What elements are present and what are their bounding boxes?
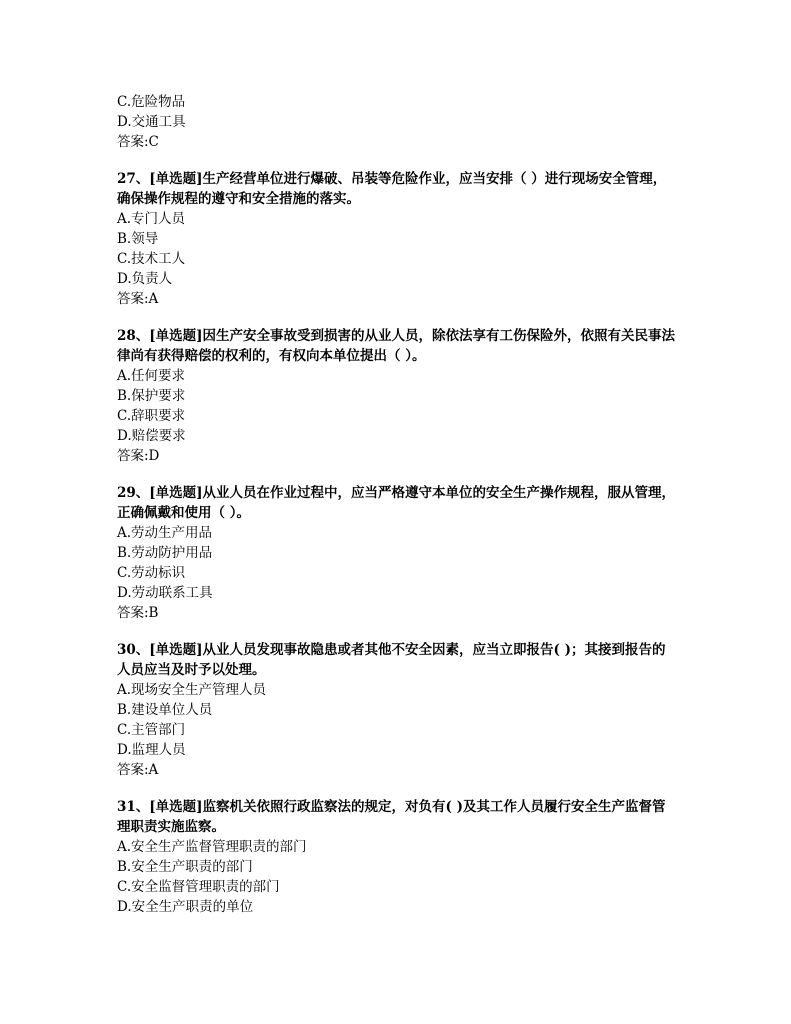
option-b: B.保护要求 — [117, 388, 186, 404]
answer: 答案:A — [117, 762, 159, 778]
option-c: C.安全监督管理职责的部门 — [117, 879, 280, 895]
answer: 答案:B — [117, 605, 159, 621]
answer: 答案:C — [117, 134, 159, 150]
option-c: C.辞职要求 — [117, 408, 186, 424]
option-c: C.危险物品 — [117, 94, 186, 110]
option-c: C.劳动标识 — [117, 565, 186, 581]
answer: 答案:D — [117, 448, 160, 464]
question-text: 31、[单选题]监察机关依照行政监察法的规定，对负有( )及其工作人员履行安全生产监督管理职责实施监察。 — [117, 799, 666, 835]
question-30 — [117, 640, 677, 780]
question-text: 30、[单选题]从业人员发现事故隐患或者其他不安全因素，应当立即报告( )；其接到报告的人员应当及时予以处理。 — [117, 642, 666, 678]
question-27 — [117, 169, 677, 309]
question-26-tail — [117, 92, 677, 152]
option-a: A.现场安全生产管理人员 — [117, 682, 267, 698]
option-d: D.劳动联系工具 — [117, 585, 213, 601]
option-a: A.安全生产监督管理职责的部门 — [117, 839, 307, 855]
document-page — [117, 92, 677, 917]
option-c: C.主管部门 — [117, 722, 186, 738]
question-28 — [117, 326, 677, 466]
option-c: C.技术工人 — [117, 251, 186, 267]
option-d: D.负责人 — [117, 271, 173, 287]
option-b: B.建设单位人员 — [117, 702, 213, 718]
answer: 答案:A — [117, 291, 159, 307]
option-d: D.安全生产职责的单位 — [117, 899, 254, 915]
question-31 — [117, 797, 677, 917]
option-a: A.任何要求 — [117, 368, 186, 384]
option-b: B.安全生产职责的部门 — [117, 859, 253, 875]
question-text: 28、[单选题]因生产安全事故受到损害的从业人员，除依法享有工伤保险外，依照有关民事法律尚有获得赔偿的权利的，有权向本单位提出（ ）。 — [117, 328, 676, 364]
option-d: D.交通工具 — [117, 114, 186, 130]
question-29 — [117, 483, 677, 623]
option-b: B.领导 — [117, 231, 159, 247]
option-a: A.专门人员 — [117, 211, 186, 227]
option-d: D.赔偿要求 — [117, 428, 186, 444]
option-d: D.监理人员 — [117, 742, 186, 758]
option-b: B.劳动防护用品 — [117, 545, 213, 561]
question-text: 29、[单选题]从业人员在作业过程中，应当严格遵守本单位的安全生产操作规程，服从管理，正确佩戴和使用（ ）。 — [117, 485, 676, 521]
question-text: 27、[单选题]生产经营单位进行爆破、吊装等危险作业，应当安排（ ）进行现场安全管理，确保操作规程的遵守和安全措施的落实。 — [117, 171, 667, 207]
option-a: A.劳动生产用品 — [117, 525, 213, 541]
